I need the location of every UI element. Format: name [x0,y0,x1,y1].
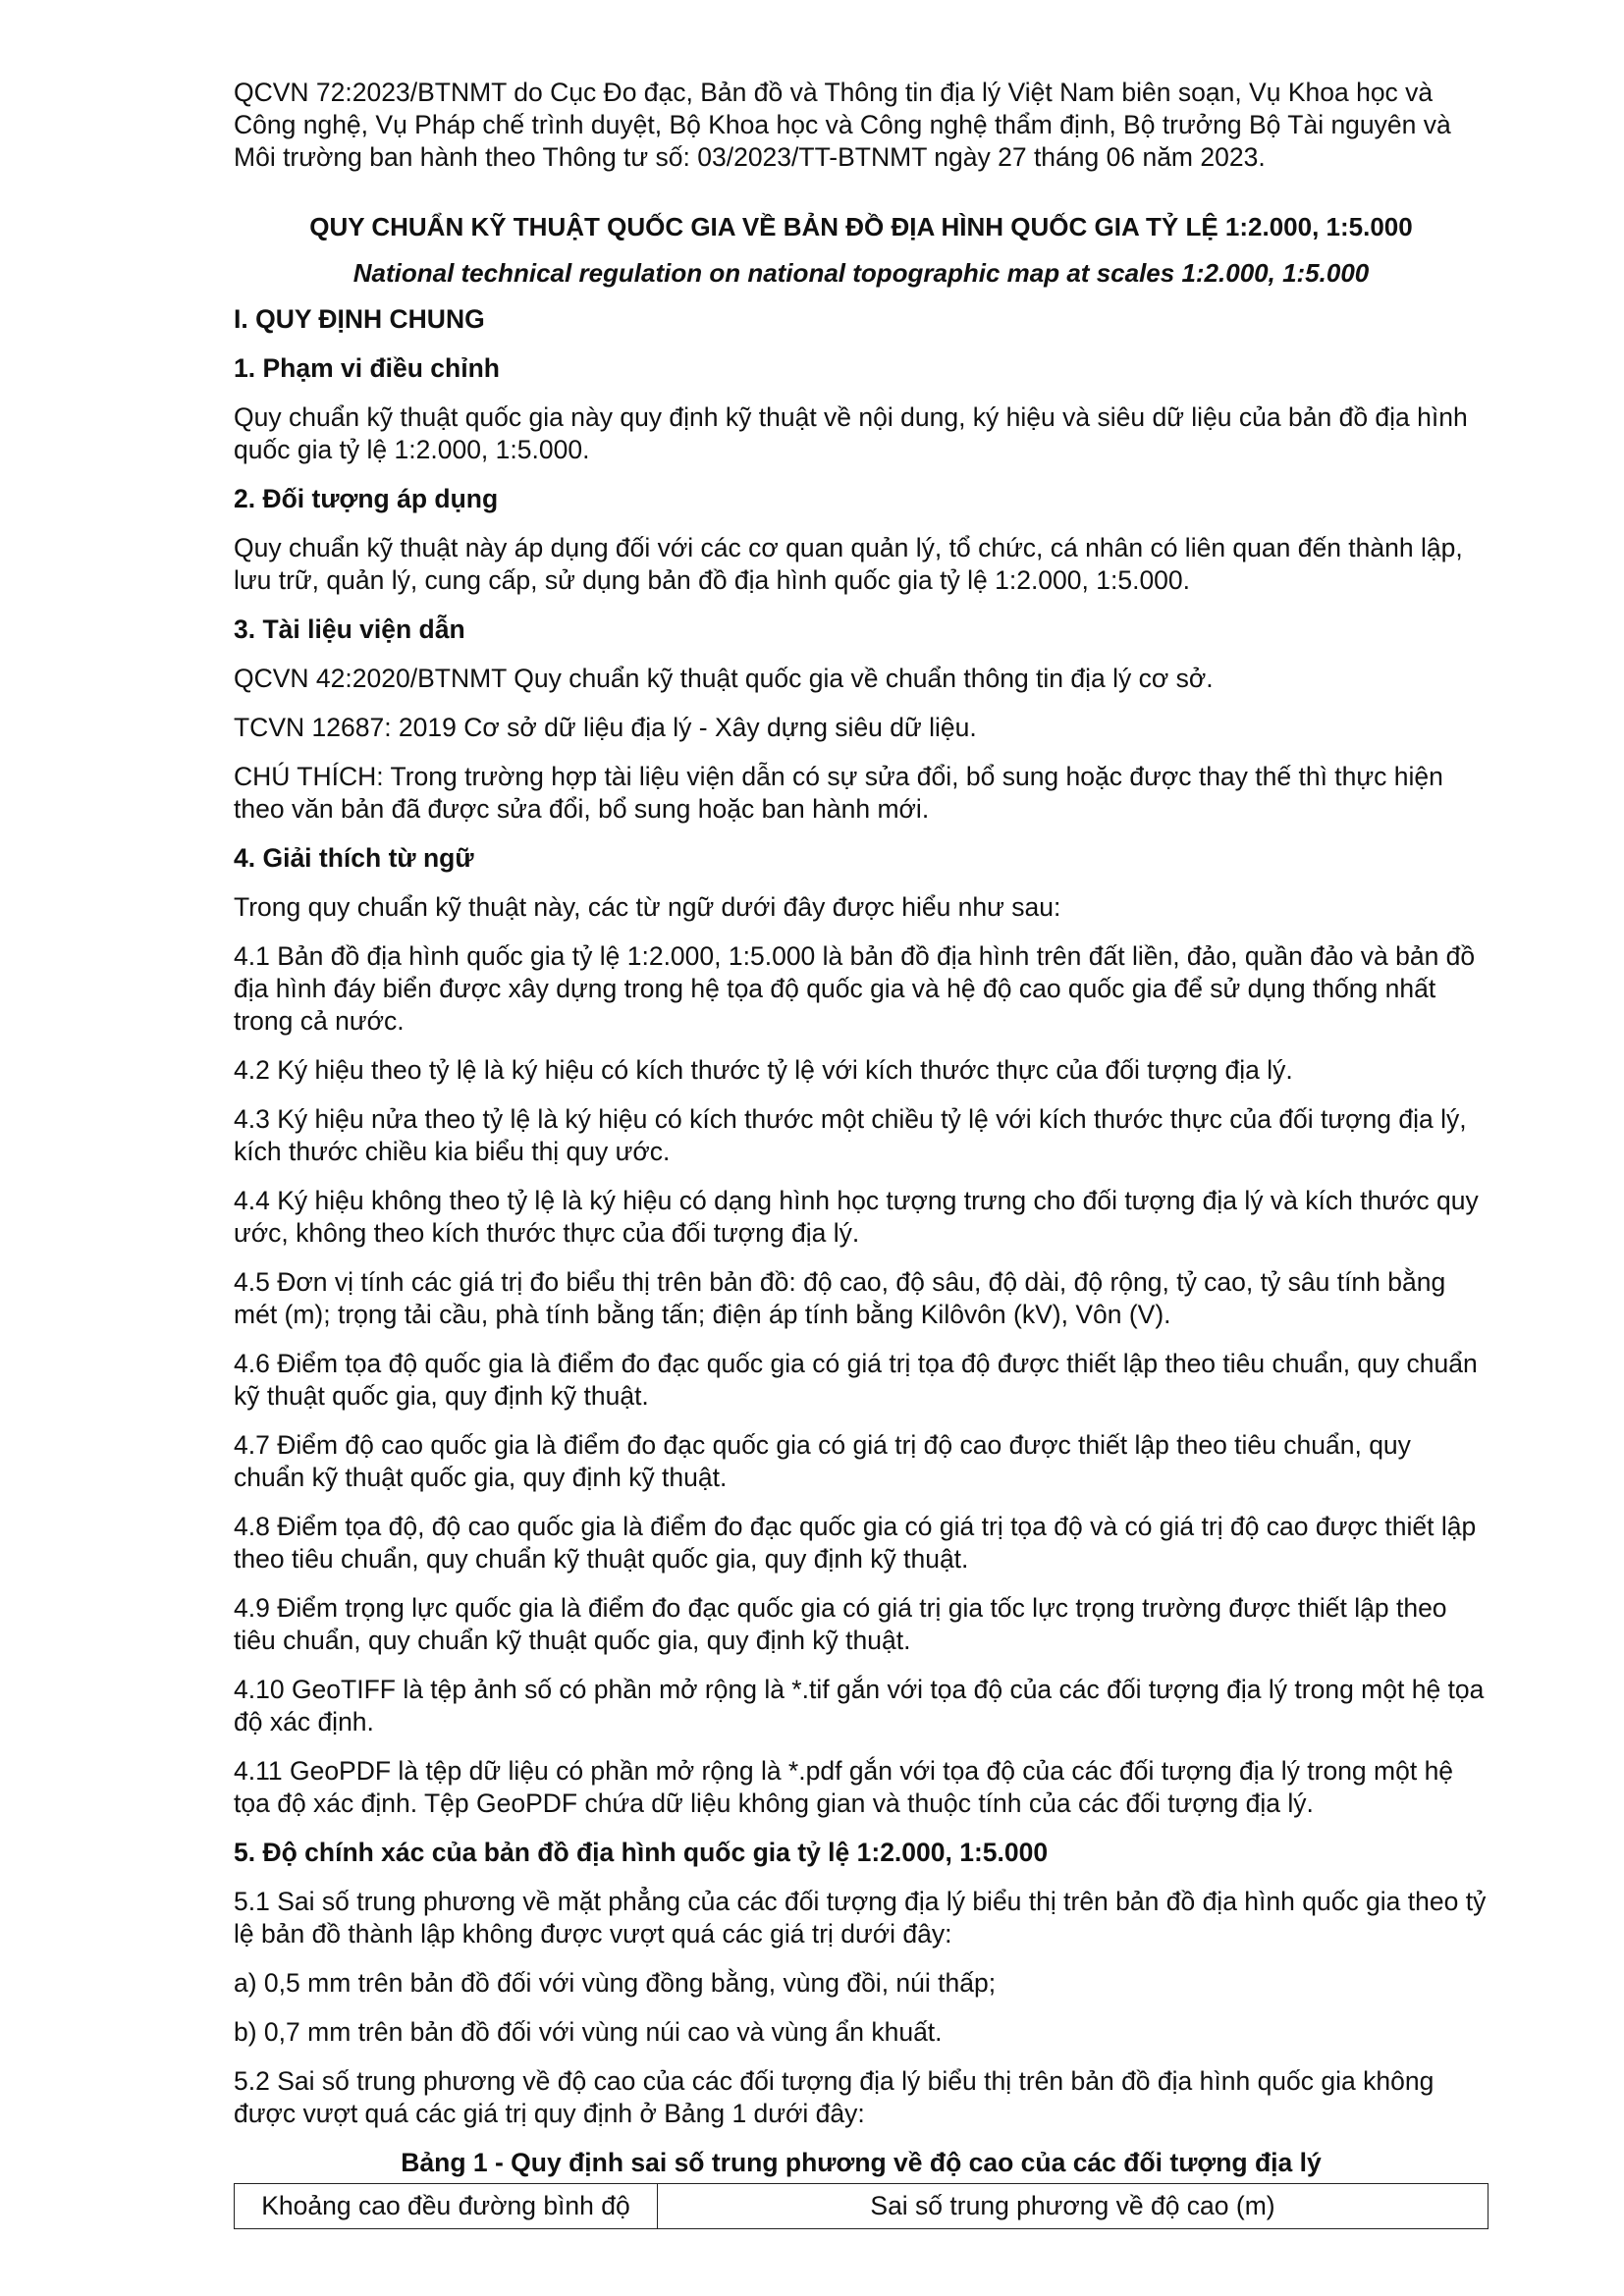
definition-item: 4.10 GeoTIFF là tệp ảnh số có phần mở rộng là *.tif gắn với tọa độ của các đối tượng địa lý trong một hệ tọa độ xác định. [234,1675,1485,1736]
definition-item: 4.7 Điểm độ cao quốc gia là điểm đo đạc quốc gia có giá trị độ cao được thiết lập theo tiêu chuẩn, quy chuẩn kỹ thuật quốc gia, quy định kỹ thuật. [234,1430,1411,1492]
intro-paragraph: QCVN 72:2023/BTNMT do Cục Đo đạc, Bản đồ và Thông tin địa lý Việt Nam biên soạn, Vụ Khoa học và Công nghệ, Vụ Pháp chế trình duyệt, Bộ Khoa học và Công nghệ thẩm định, Bộ trưởng Bộ Tài nguyên và Môi trường ban hành theo Thông tư số: 03/2023/TT-BTNMT ngày 27 tháng 06 năm 2023. [234,78,1451,172]
accuracy-5-1: 5.1 Sai số trung phương về mặt phẳng của các đối tượng địa lý biểu thị trên bản đồ địa hình quốc gia theo tỷ lệ bản đồ thành lập không được vượt quá các giá trị dưới đây: [234,1887,1487,1949]
table-header-cell: Sai số trung phương về độ cao (m) [658,2184,1489,2229]
definition-item: 4.5 Đơn vị tính các giá trị đo biểu thị trên bản đồ: độ cao, độ sâu, độ dài, độ rộng, tỷ cao, tỷ sâu tính bằng mét (m); trọng tải cầu, phà tính bằng tấn; điện áp tính bằng Kilôvôn (kV), Vôn (V). [234,1267,1446,1329]
definition-item: 4.9 Điểm trọng lực quốc gia là điểm đo đạc quốc gia có giá trị gia tốc lực trọng trường được thiết lập theo tiêu chuẩn, quy chuẩn kỹ thuật quốc gia, quy định kỹ thuật. [234,1593,1447,1655]
accuracy-5-1-a: a) 0,5 mm trên bản đồ đối với vùng đồng bằng, vùng đồi, núi thấp; [234,1968,997,1998]
heading-definitions: 4. Giải thích từ ngữ [234,843,474,873]
reference-item: TCVN 12687: 2019 Cơ sở dữ liệu địa lý - Xây dựng siêu dữ liệu. [234,713,977,742]
reference-item: QCVN 42:2020/BTNMT Quy chuẩn kỹ thuật quốc gia về chuẩn thông tin địa lý cơ sở. [234,664,1214,693]
document-title: QUY CHUẨN KỸ THUẬT QUỐC GIA VỀ BẢN ĐỒ ĐỊA HÌNH QUỐC GIA TỶ LỆ 1:2.000, 1:5.000 [309,212,1413,241]
table-caption: Bảng 1 - Quy định sai số trung phương về độ cao của các đối tượng địa lý [401,2148,1322,2177]
definition-item: 4.4 Ký hiệu không theo tỷ lệ là ký hiệu có dạng hình học tượng trưng cho đối tượng địa lý và kích thước quy ước, không theo kích thước thực của đối tượng địa lý. [234,1186,1479,1248]
table-1 [234,2183,1489,2229]
reference-note: CHÚ THÍCH: Trong trường hợp tài liệu viện dẫn có sự sửa đổi, bổ sung hoặc được thay thế thì thực hiện theo văn bản đã được sửa đổi, bổ sung hoặc ban hành mới. [234,762,1443,824]
definition-item: 4.11 GeoPDF là tệp dữ liệu có phần mở rộng là *.pdf gắn với tọa độ của các đối tượng địa lý trong một hệ tọa độ xác định. Tệp GeoPDF chứa dữ liệu không gian và thuộc tính của các đối tượng địa lý. [234,1756,1454,1818]
heading-accuracy: 5. Độ chính xác của bản đồ địa hình quốc gia tỷ lệ 1:2.000, 1:5.000 [234,1838,1049,1867]
heading-subjects: 2. Đối tượng áp dụng [234,484,499,513]
definition-item: 4.2 Ký hiệu theo tỷ lệ là ký hiệu có kích thước tỷ lệ với kích thước thực của đối tượng địa lý. [234,1055,1293,1085]
accuracy-5-1-b: b) 0,7 mm trên bản đồ đối với vùng núi cao và vùng ẩn khuất. [234,2017,943,2047]
section-heading-general: I. QUY ĐỊNH CHUNG [234,304,485,334]
paragraph-subjects: Quy chuẩn kỹ thuật này áp dụng đối với các cơ quan quản lý, tổ chức, cá nhân có liên quan đến thành lập, lưu trữ, quản lý, cung cấp, sử dụng bản đồ địa hình quốc gia tỷ lệ 1:2.000, 1:5.000. [234,533,1463,595]
definition-item: 4.8 Điểm tọa độ, độ cao quốc gia là điểm đo đạc quốc gia có giá trị tọa độ và có giá trị độ cao được thiết lập theo tiêu chuẩn, quy chuẩn kỹ thuật quốc gia, quy định kỹ thuật. [234,1512,1477,1574]
table-header-row [235,2184,1489,2229]
document-title-english: National technical regulation on national topographic map at scales 1:2.000, 1:5.000 [352,258,1370,288]
heading-references: 3. Tài liệu viện dẫn [234,614,465,644]
definition-item: 4.1 Bản đồ địa hình quốc gia tỷ lệ 1:2.000, 1:5.000 là bản đồ địa hình trên đất liền, đảo, quần đảo và bản đồ địa hình đáy biển được xây dựng trong hệ tọa độ quốc gia và hệ độ cao quốc gia để sử dụng thống nhất trong cả nước. [234,941,1476,1036]
document-page [234,77,1489,2229]
definitions-intro: Trong quy chuẩn kỹ thuật này, các từ ngữ dưới đây được hiểu như sau: [234,892,1061,922]
table-header-cell: Khoảng cao đều đường bình độ [235,2184,658,2229]
accuracy-5-2: 5.2 Sai số trung phương về độ cao của các đối tượng địa lý biểu thị trên bản đồ địa hình quốc gia không được vượt quá các giá trị quy định ở Bảng 1 dưới đây: [234,2066,1435,2128]
heading-scope: 1. Phạm vi điều chỉnh [234,353,500,383]
paragraph-scope: Quy chuẩn kỹ thuật quốc gia này quy định kỹ thuật về nội dung, ký hiệu và siêu dữ liệu của bản đồ địa hình quốc gia tỷ lệ 1:2.000, 1:5.000. [234,402,1468,464]
definition-item: 4.3 Ký hiệu nửa theo tỷ lệ là ký hiệu có kích thước một chiều tỷ lệ với kích thước thực của đối tượng địa lý, kích thước chiều kia biểu thị quy ước. [234,1104,1467,1166]
definition-item: 4.6 Điểm tọa độ quốc gia là điểm đo đạc quốc gia có giá trị tọa độ được thiết lập theo tiêu chuẩn, quy chuẩn kỹ thuật quốc gia, quy định kỹ thuật. [234,1349,1478,1411]
